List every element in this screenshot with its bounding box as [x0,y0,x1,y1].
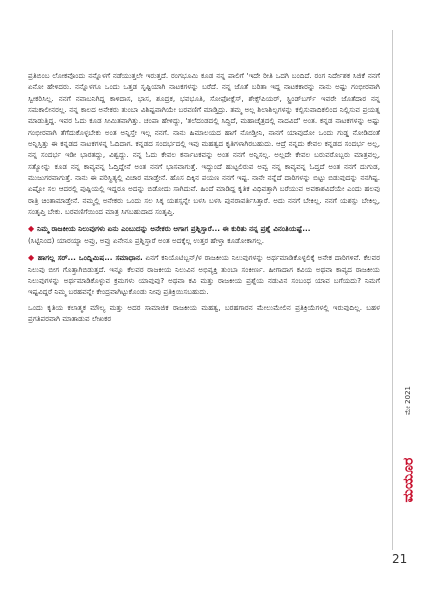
interview-question: ಹಾಗಲ್ಲ ಸರ್... ಒಂದ್ನಿಮಿಷ... ಸಮಾಧಾನ. [37,253,143,263]
article-column [28,70,380,324]
article-paragraph-1: ಪ್ರತಿಬಿಂಬ ಲೋಕವೊಂದು ನನ್ನೊಳಗೆ ನಡೆಯುತ್ತಲೇ ಇರುತ್ತದೆ. ರಂಗಭೂಮಿ ಕೂಡ ನನ್ನ ಪಾಲಿಗೆ 'ಇದೇ ರೀತಿ ಒದಗಿ ಬಂದಿದೆ. ರಂಗ ನಿರ್ದೇಶಕ ಸಿಜಿಕೆ ನನಗೆ ಏನೋ ಹೇಳಿದರು. ನನ್ನೊಳಗೂ ಒಂದು ಒತ್ತಡ ಸೃಷ್ಟಿಯಾಗಿ ನಾಟಕಗಳನ್ನು ಬರೆದೆ. ನನ್ನ ಜೊತೆ ಬರಿತಾ ಇದ್ದ ನಾಟಕಕಾರನ್ನು ನಾನು ಅಷ್ಟು ಗಂಭೀರವಾಗಿ ಸ್ವೀಕರಿಸಿಲ್ಲ. ನನಗೆ ನವಾಬನಿಗಿದ್ದ ಕಾಳಿದಾಸ, ಭಾಸ, ಶೂದ್ರಕ, ಭವಭೂತಿ, ಸೋಫೋಕ್ಲೆಸ್, ಶೇಕ್ಸ್‌ಪಿಯರ್, ಸ್ಟ್ರಿಂಡ್‌ಬರ್ಗ್ ಇವರೇ ಜೊತೆದಾರ ನನ್ನ ಸಮಕಾಲೀನರಲ್ಲ. ನನ್ನ ಕಾಲದ ಅನೇಕರು ತುಂಬಾ ವಿಶಿಷ್ಟವಾಗಿಯೇ ಬರವಣಿಗೆ ಮಾಡ್ತಿದ್ರು. ತಮ್ಮ ಅಲ್ಲ ಶಿಲಾಶಿಲ್ಪಗಳನ್ನು ಕಲ್ಪಿಸುವಾದಿಕಲಿಂದ ನಿಲ್ಲಿಸುವ ಪ್ರಯತ್ನ ಮಾಡುತ್ತಿದ್ದ. ಇವರ ಓದು ಕೂಡ ಸೀಮಿತವಾಗಿತ್ತು. ಚಂಪಾ ಹೇಳಿದ್ದು, 'ತಲೆದಂಡದಲ್ಲಿ ಸಿದ್ಧಿದೆ, ಮಹಾಚೈತ್ರದಲ್ಲಿ ನಾದವಿದೆ' ಅಂತ. ಕನ್ನಡ ನಾಟಕಗಳನ್ನು ಅಷ್ಟು ಗಂಭೀರವಾಗಿ ತೆಗೆದುಕೊಳ್ಳಬೇಕು ಅಂತ ಅನ್ನಿಸ್ತೇ ಇಲ್ಲ ನನಗೆ. ನಾನು ಹಿಮಾಲಯದ ಹಾಗೆ ನೋಡ್ತೀನಿ, ನಾನಗೆ ಯಾವುದೋ ಒಂದು ಗುಡ್ಡ ನೋಡಿದಂತೆ ಅನ್ನಿಸ್ತಿತ್ತು ಈ ಕನ್ನಡದ ನಾಟಕಗಳನ್ನ ಓದಿದಾಗ. ಕನ್ನಡದ ಸಂದರ್ಭದಲ್ಲಿ ಇವು ಮಹತ್ವದ ಕೃತಿಗಳಾಗಿರಬಹುದು. ಆದ್ರೆ ನನ್ನದು ಕೇವಲ ಕನ್ನಡದ ಸಂದರ್ಭ ಅಲ್ಲ, ನನ್ನ ಸಂದರ್ಭ ಇಡೀ ಭಾರತದ್ದು, ವಿಶ್ವದ್ದು. ನನ್ನ ಓದು ಕೇವಲ ಕರ್ನಾಟಕವನ್ನು ಅಂತ ನನಗೆ ಅನ್ನಿಸಲ್ಲ. ಅಲ್ಲದೇ ಕೇವಲ ಬರುವರೊಬ್ಬರು ಮಾತ್ರವಲ್ಲ, ಸತ್ಯೋನ್ನು ಕೂಡ ನನ್ನ ಕಾವ್ಯವನ್ನ ಓದ್ತಿದ್ದೇನೆ ಅಂತ ನನಗೆ ಭಾಸವಾಗುತ್ತೆ. ಇದ್ದುಂದೆ ಹುಟ್ಟಲಿರುವ ಅವ್ವ ನನ್ನ ಕಾವ್ಯವನ್ನ ಓದ್ತದೆ ಅಂತ ನನಗೆ ದುಗುಡ, ಮುಜುಗರವಾಗುತ್ತೆ. ನಾನು ಈ ಪರಿಸ್ಥಿತ್ಯಲ್ಲಿ ವಿಚಾರ ಮಾಡ್ತೇನೆ. ಹೊಸ ದಿಕ್ಕಿನ ಪಯಣ ನನಗೆ ಇಷ್ಟ. ನಾನೇ ನನ್ನೆದೆ ದಾರಿಗಳನ್ನು ಬಿಟ್ಟು ಬಿಡುವುದನ್ನು ನನಗಿಷ್ಟ. ಏಷ್ಟೋ ಸಲ ಆದರಲ್ಲಿ ಪುಷ್ಪಿಯಲ್ಲಿ ಇದ್ದರೂ ಅದನ್ನು ಬಿಡೋದು ಸಾಗಿದುವೆ. ಹಿಂದೆ ಮಾಡಿದ್ದ ಕೃತಿಕ ವಿಧಿವತ್ತಾಗಿ ಬರೆಯುವ ಅವಕಾಶವಿದೆಯೇ ಎಂದು ಹಲವು ರಾತ್ರಿ ಚಿಂತಾಮಾಡ್ತೇನೆ. ನಮ್ಮಲ್ಲಿ ಅನೇಕರು ಒಂದು ಸಲ ಸಿಕ್ಕ ಯಶಸ್ಸನ್ನೇ ಬಳಸಿ ಬಳಸಿ ಪುನರಾವರ್ತಿಸಿತ್ತಾರೆ. ಅದು ನನಗೆ ಬೇಕಿಲ್ಲ. ನನಗೆ ಯಶಸ್ಸು ಬೇಕಿಲ್ಲ, ಸಂತೃಪ್ತಿ ಬೇಕು. ಬರವಣಿಗೆಯಿಂದ ಮಾತ್ರ ಸಿಗಬಹುದಾದ ಸಂತೃಪ್ತಿ. [28,71,380,217]
divider [392,30,393,550]
interview-question: ನಿಮ್ಮ ರಾಜಕೀಯ ನಿಲುವುಗಳು ಏನು ಎಂಬುದನ್ನು ಅನೇಕರು ಆಗಾಗ ಪ್ರಶ್ನಿಸ್ತಾರೆ... ಈ ಕುರಿತು ನನ್ನ ಪ್ರಶ್ನೆ ವಿನಂತಿಯಷ್ಟೆ... [37,224,311,234]
qa-block-1 [28,223,380,246]
article-paragraph-last: ಒಂದು ಕೃತಿಯ ಕಲಾತ್ಮಕ ಮೌಲ್ಯ ಮತ್ತು ಅದರ ಸಾಮಾಜಿಕ ರಾಜಕೀಯ ಮಹತ್ವ, ಬರಹಗಾರನ ಮೇಲುಮೇಲಿನ ಪ್ರತಿಕ್ರಿಯೆಗಳಲ್ಲಿ ಇರುವುದಿಲ್ಲ. ಬಹಳ ಪ್ರಗತಿಪರವಾಗಿ ಮಾತಾಡುವ ಲೇಖಕರ [28,302,380,323]
magazine-brand-logo: ಮಯೂರ [400,457,416,503]
issue-date: ಮೇ 2021 [403,385,412,415]
interview-question-body: ಏನಗೆ ಕನಿಯೊಟಿಬ್ಬನ್/ಳ ರಾಜಕೀಯ ನಿಲುವುಗಳನ್ನು ಅರ್ಥಮಾಡಿಕೊಳ್ಳಲಿಕ್ಕೆ ಅನೇಕ ದಾರಿಗಳಿವೆ. ಕೆಲವರ ನಿಲುವು ಬೀಗ ಗೊತ್ತಾಗಿಬಿಡುತ್ತದೆ. ಇನ್ನೂ ಕೆಲವರ ರಾಜಕೀಯ ನಿಲುವಿನ ಅಭಿವ್ಯಕ್ತಿ ತುಂಬಾ ಸಂಕೀರ್ಣ. ಹೀಗಾದಾಗ ಕವಿಯ ಅಥವಾ ಕಾವ್ಯದ ರಾಜಕೀಯ ನಿಲುವುಗಳನ್ನು ಅರ್ಥಮಾಡಿಕೊಳ್ಳುವ ಕ್ರಮಗಳು ಯಾವುವು? ಅಥವಾ ಕವಿ ಮತ್ತು ರಾಜಕೀಯ ಪ್ರಶ್ನೆಯ ನಡುವಿನ ಸಂಬಂಧ ಯಾವ ಬಗೆಯದು? ನಿಮಗೆ ಇಷ್ಟವಿದ್ದರೆ ನಿಮ್ಮ ಬರಹವನ್ನೇ ಕೇಂದ್ರವಾಗಿಟ್ಟುಕೊಂಡು ನೀವು ಪ್ರತಿಕ್ರಿಯಿಸಬಹುದು. [28,253,380,297]
bullet-diamond-icon: ◆ [28,253,35,263]
interview-answer: (ಸಿಟ್ಟಿನಿಂದ) ಯಾರಯ್ಯಾ ಅವ್ರು, ಅವ್ರು ಏನೇನೂ ಪ್ರಶ್ನಿಸ್ತಾರೆ ಅಂತ ಅದಕ್ಕೆಲ್ಲ ಉತ್ತರ ಹೇಳ್ತಾ ಕೂಡೋಕಾಗಲ್ಲ. [28,235,265,245]
side-rail [392,0,422,600]
page-number: 21 [392,552,408,566]
qa-block-2 [28,252,380,324]
bullet-diamond-icon: ◆ [28,224,35,234]
